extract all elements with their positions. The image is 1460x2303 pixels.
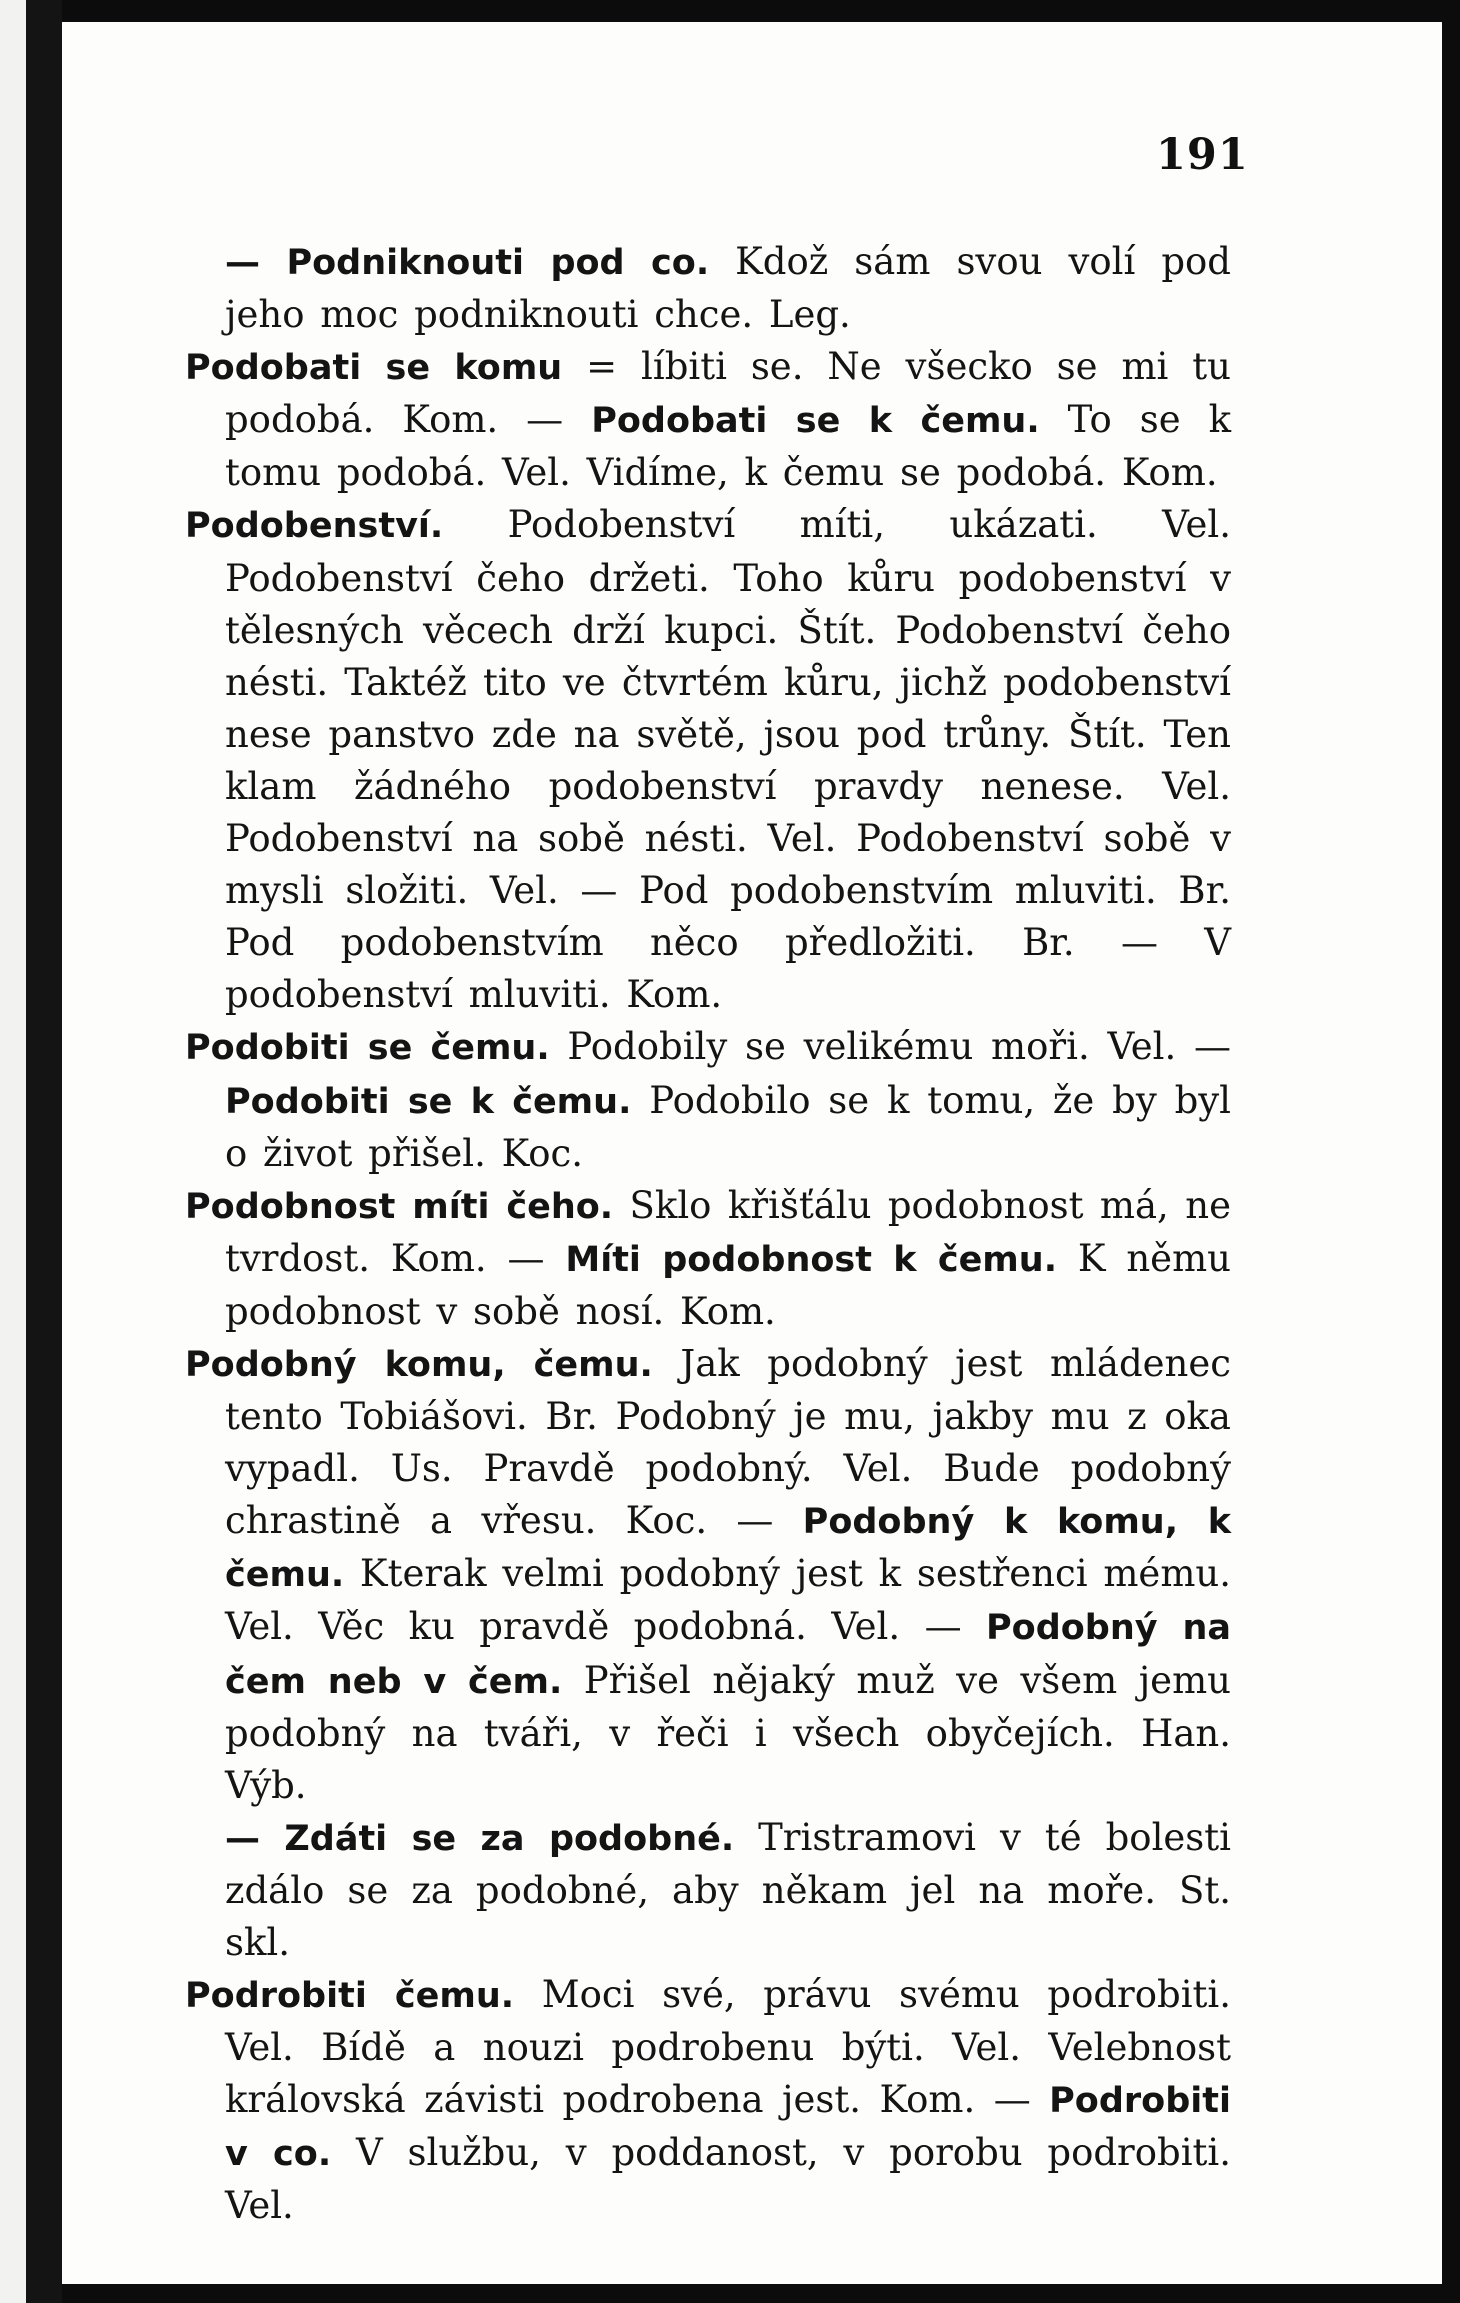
entry-text: Podobilo se k tomu, že by byl o život přišel. Koc. [225,1078,1231,1175]
subheadword: — Podniknouti pod co. [225,243,710,283]
entry-text: Podobenství míti, ukázati. Vel. Podobenství čeho držeti. Toho kůru podobenství v tělesných věcech drží kupci. Štít. Podobenství čeho nésti. Taktéž tito ve čtvrtém kůru, jichž podobenství nese panstvo zde na světě, jsou pod trůny. Štít. Ten klam žádného podobenství pravdy nenese. Vel. Podobenství na sobě nésti. Vel. Podobenství sobě v mysli složiti. Vel. — Pod podobenstvím mluviti. Br. Pod podobenstvím něco předložiti. Br. — V podobenství mluviti. Kom. [225,503,1231,1017]
entry-podobati [185,341,1231,499]
headword: Podobný komu, čemu. [185,1344,653,1385]
entry-text: Sklo křišťálu podobnost má, ne tvrdost. Kom. — [225,1183,1232,1280]
entry-text: Tristramovi v té bolesti zdálo se za podobné, aby někam jel na moře. St. skl. [225,1815,1231,1964]
headword: Podobiti se čemu. [185,1028,550,1069]
scan-border-dark [26,0,62,2303]
entry-text: Podobily se velikému moři. Vel. — [549,1025,1231,1069]
entry-podobenstvi [185,499,1231,1021]
subheadword: — Zdáti se za podobné. [225,1818,735,1859]
entry-podniknouti [185,236,1231,341]
subheadword: Podobný k komu, k čemu. [225,1502,1231,1596]
page-number: 191 [1156,130,1249,180]
entry-text: = líbiti se. Ne všecko se mi tu podobá. Kom. — [225,345,1231,442]
subheadword: Podrobiti v co. [225,2081,1231,2175]
entry-text: Přišel nějaký muž ve všem jemu podobný na tváři, v řeči i všech obyčejích. Han. Výb. [225,1658,1231,1807]
entry-podrobiti [185,1969,1231,2232]
entry-podobnost [185,1180,1231,1338]
dictionary-text [185,236,1231,2233]
entry-podobiti [185,1021,1231,1179]
entry-text: Jak podobný jest mládenec tento Tobiášovi. Br. Podobný je mu, jakby mu z oka vypadl. Us. Pravdě podobný. Vel. Bude podobný chrastině a vřesu. Koc. — [225,1341,1231,1543]
entry-text: Moci své, právu svému podrobiti. Vel. Bídě a nouzi podrobenu býti. Vel. Velebnost královská závisti podrobena jest. Kom. — [225,1973,1231,2122]
subheadword: Podobný na čem neb v čem. [225,1608,1231,1702]
subheadword: Podobiti se k čemu. [225,1081,632,1122]
headword: Podobnost míti čeho. [185,1186,614,1227]
subheadword: Míti podobnost k čemu. [565,1239,1057,1280]
entry-text: K němu podobnost v sobě nosí. Kom. [225,1236,1231,1333]
entry-podobny [185,1338,1231,1812]
scan-border-left [0,0,26,2303]
entry-text: V službu, v poddanost, v porobu podrobiti. Vel. [225,2131,1231,2228]
entry-text: Kdož sám svou volí pod jeho moc podniknouti chce. Leg. [225,240,1231,337]
entry-text: To se k tomu podobá. Vel. Vidíme, k čemu se podobá. Kom. [225,398,1232,495]
headword: Podobati se komu [185,348,563,389]
entry-zdati-se [185,1812,1231,1969]
entry-text: Kterak velmi podobný jest k sestřenci mému. Vel. Věc ku pravdě podobná. Vel. — [225,1552,1231,1649]
headword: Podobenství. [185,506,444,547]
headword: Podrobiti čemu. [185,1976,515,2017]
subheadword: Podobati se k čemu. [591,401,1040,442]
